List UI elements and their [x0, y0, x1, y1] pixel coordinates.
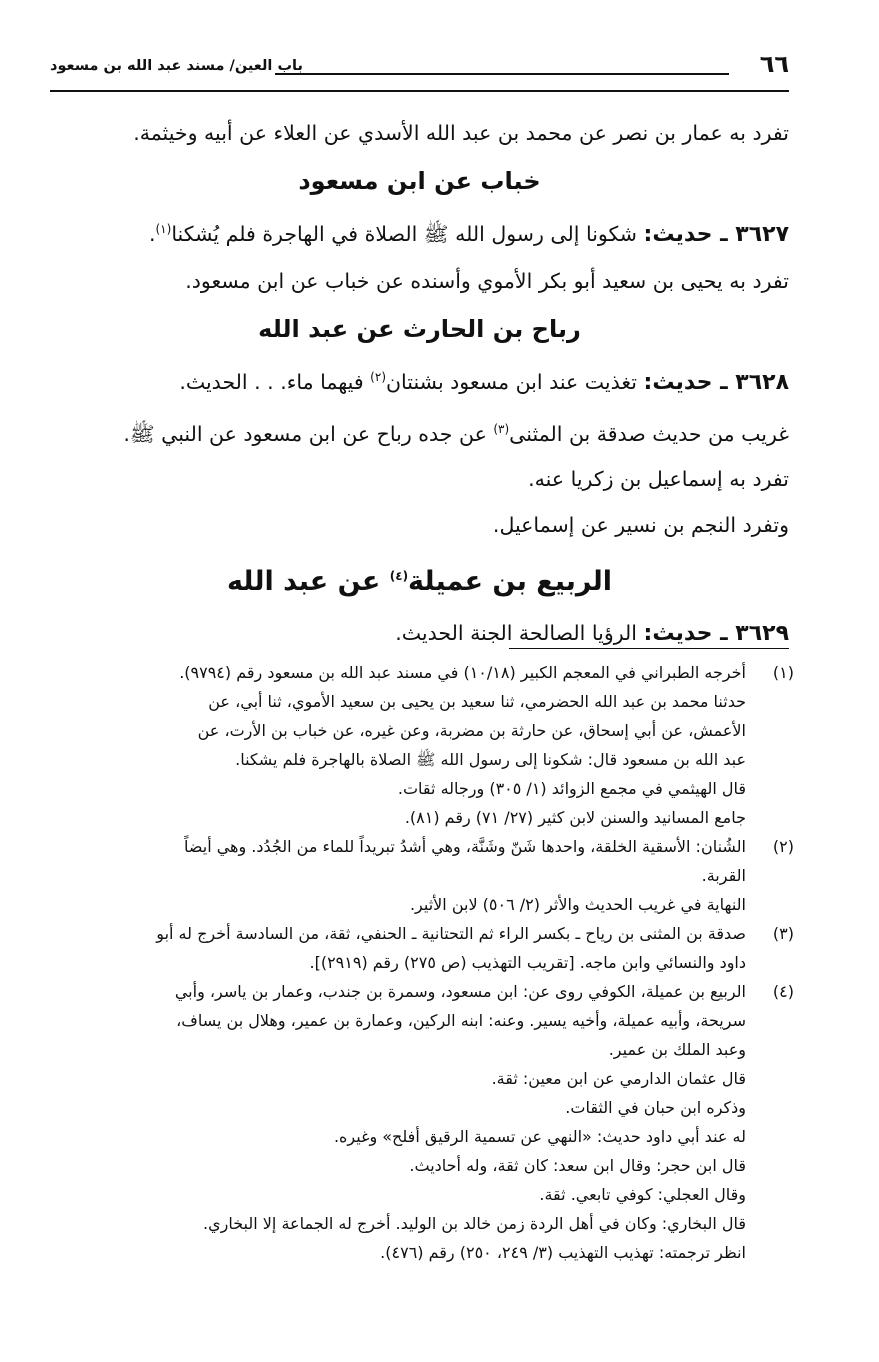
hadith-line [50, 206, 789, 258]
text-line: تفرد به يحيى بن سعيد أبو بكر الأموي وأسنده عن خباب عن ابن مسعود. [185, 268, 789, 293]
footnote-line: قال عثمان الدارمي عن ابن معين: ثقة. [491, 1069, 746, 1088]
footnote-line: قال الهيثمي في مجمع الزوائد (١/ ٣٠٥) ورجاله ثقات. [397, 779, 746, 798]
book-page [50, 38, 794, 1332]
main-text [50, 110, 789, 657]
footnote-marker: (٢) [772, 837, 794, 856]
footnote-line: صدقة بن المثنى بن رياح ـ بكسر الراء ثم التحتانية ـ الحنفي، ثقة، من السادسة أخرج له أبو [156, 924, 746, 943]
footnote-line: قال البخاري: وكان في أهل الردة زمن خالد بن الوليد. أخرج له الجماعة إلا البخاري. [203, 1214, 746, 1233]
section-heading: خباب عن ابن مسعود [298, 167, 541, 195]
hadith-text: الرؤيا الصالحة الجنة الحديث. [395, 621, 637, 646]
footnote-line: سريحة، وأبيه عميلة، وأخيه يسير. وعنه: ابنه الركين، وعمارة بن عمير، وهلال بن يساف، [176, 1011, 746, 1030]
footnote-line: وقال العجلي: كوفي تابعي. ثقة. [539, 1185, 746, 1204]
footnotes [40, 658, 794, 1267]
text-line: تفرد به إسماعيل بن زكريا عنه. [528, 467, 789, 492]
footnote [40, 977, 794, 1267]
heading-part: عن عبد الله [226, 566, 381, 598]
footnote-line: أخرجه الطبراني في المعجم الكبير (١٠/١٨) في مسند عبد الله بن مسعود رقم (٩٧٩٤). [179, 663, 746, 682]
footnote-ref: (٣) [493, 421, 510, 436]
footnote-line: النهاية في غريب الحديث والأثر (٢/ ٥٠٦) لابن الأثير. [409, 895, 746, 914]
text-line: وتفرد النجم بن نسير عن إسماعيل. [492, 513, 789, 538]
footnote-separator [509, 648, 789, 649]
footnote-line: له عند أبي داود حديث: «النهي عن تسمية الرقيق أفلح» وغيره. [333, 1127, 746, 1146]
running-header [50, 46, 789, 92]
footnote-line: قال ابن حجر: وقال ابن سعد: كان ثقة، وله أحاديث. [409, 1156, 746, 1175]
hadith-text: تغذيت عند ابن مسعود بشنتان [386, 369, 637, 394]
footnote-ref: (٢) [370, 369, 386, 384]
hadith-line [50, 354, 789, 406]
footnote-marker: (٣) [772, 924, 794, 943]
footnote-ref: (٤) [389, 569, 409, 584]
hadith-number: ٣٦٢٩ ـ حديث: [643, 621, 789, 647]
footnote-line: داود والنسائي وابن ماجه. [تقريب التهذيب (ص ٢٧٥) رقم (٢٩١٩)]. [309, 953, 746, 972]
hadith-number: ٣٦٢٧ ـ حديث: [643, 221, 789, 247]
footnote-line: وذكره ابن حبان في الثقات. [565, 1098, 746, 1117]
section-heading: رباح بن الحارث عن عبد الله [258, 314, 581, 343]
text-part: غريب من حديث صدقة بن المثنى [509, 421, 789, 446]
footnote-line: الربيع بن عميلة، الكوفي روى عن: ابن مسعود، وسمرة بن جندب، وعمار بن ياسر، وأبي [174, 982, 746, 1001]
footnote-line: الأعمش، عن أبي إسحاق، عن حارثة بن مضربة، وعن غيره، عن خباب بن الأرت، عن [197, 721, 746, 740]
footnote [40, 919, 794, 977]
text-line [50, 406, 789, 457]
hadith-end: . [148, 221, 156, 246]
footnote [40, 832, 794, 919]
footnote-marker: (٤) [772, 982, 794, 1001]
hadith-line [50, 610, 789, 657]
text-part: عن جده رباح عن ابن مسعود عن النبي ﷺ. [123, 421, 487, 446]
header-title: باب العين/ مسند عبد الله بن مسعود [50, 58, 303, 74]
section-heading [50, 548, 789, 610]
hadith-end: فيهما ماء. . . الحديث. [179, 369, 364, 394]
footnote-line: القربة. [701, 866, 746, 885]
footnote-line: عبد الله بن مسعود قال: شكونا إلى رسول الله ﷺ الصلاة بالهاجرة فلم يشكنا. [235, 750, 746, 769]
footnote-line: انظر ترجمته: تهذيب التهذيب (٣/ ٢٤٩، ٢٥٠) رقم (٤٧٦). [380, 1243, 746, 1262]
footnote-marker: (١) [772, 663, 794, 682]
header-rule [275, 73, 729, 75]
footnote-ref: (١) [155, 222, 172, 236]
text-line: تفرد به عمار بن نصر عن محمد بن عبد الله الأسدي عن العلاء عن أبيه وخيثمة. [133, 121, 789, 145]
hadith-number: ٣٦٢٨ ـ حديث: [643, 369, 789, 395]
footnote-line: وعبد الملك بن عمير. [608, 1040, 746, 1059]
footnote [40, 658, 794, 832]
footnote-line: جامع المسانيد والسنن لابن كثير (٢٧/ ٧١) رقم (٨١). [404, 808, 746, 827]
footnote-line: الشُنان: الأسقية الخلقة، واحدها شَنّ وشَنَّة، وهي أشدُ تبريداً للماء من الجُدُد. وهي أيضاً [183, 837, 746, 856]
heading-part: الربيع بن عميلة [408, 566, 613, 598]
page-number: ٦٦ [759, 50, 789, 78]
hadith-text: شكونا إلى رسول الله ﷺ الصلاة في الهاجرة فلم يُشكنا [171, 221, 637, 246]
footnote-line: حدثنا محمد بن عبد الله الحضرمي، ثنا سعيد بن يحيى بن سعيد الأموي، ثنا أبي، عن [208, 692, 746, 711]
